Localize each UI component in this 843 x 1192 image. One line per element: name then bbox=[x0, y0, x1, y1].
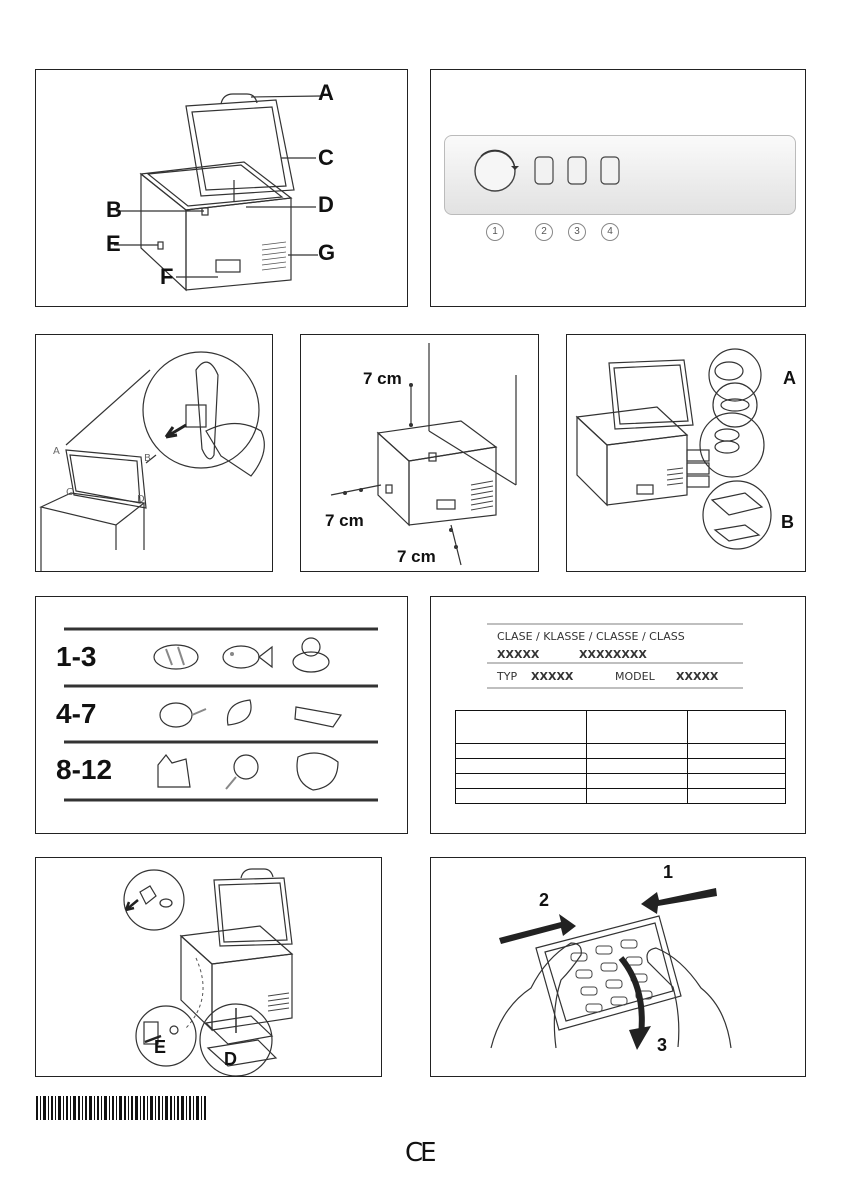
panel-clearance bbox=[300, 334, 539, 572]
specs-table bbox=[455, 710, 786, 804]
bread-icon bbox=[154, 645, 198, 669]
typ-label: TYP bbox=[497, 670, 518, 683]
meat-slice-icon bbox=[295, 707, 341, 727]
callout-4: 4 bbox=[601, 223, 619, 241]
months-row-2: 4-7 bbox=[56, 698, 97, 729]
poultry-icon bbox=[160, 703, 206, 727]
panel-freezer-parts bbox=[35, 69, 408, 307]
tray-removal-illustration bbox=[431, 858, 806, 1077]
table-row bbox=[456, 774, 786, 789]
model-label: MODEL bbox=[615, 670, 655, 683]
corner-d: D bbox=[137, 494, 145, 505]
months-row-3: 8-12 bbox=[56, 754, 113, 785]
label-d: D bbox=[318, 192, 334, 217]
model-value: XXXXX bbox=[676, 670, 719, 683]
lid-hinge-illustration bbox=[36, 335, 273, 572]
label-c: C bbox=[318, 145, 334, 170]
class-value-1: XXXXX bbox=[497, 648, 540, 661]
class-header: CLASE / KLASSE / CLASSE / CLASS bbox=[497, 630, 685, 643]
panel-lid-hinge bbox=[35, 334, 273, 572]
clearance-top-label: 7 cm bbox=[363, 369, 402, 388]
label-g: G bbox=[318, 240, 336, 265]
callout-3: 3 bbox=[568, 223, 586, 241]
class-value-2: XXXXXXXX bbox=[579, 648, 647, 661]
indicator-light-2 bbox=[535, 157, 553, 184]
step-1-label: 1 bbox=[663, 862, 674, 882]
ce-mark: CE bbox=[405, 1138, 434, 1168]
months-row-1: 1-3 bbox=[56, 641, 97, 672]
panel-rating-plate bbox=[430, 596, 806, 834]
storage-label-b: B bbox=[781, 512, 794, 532]
table-row bbox=[456, 789, 786, 804]
table-row bbox=[456, 711, 786, 744]
callout-1: 1 bbox=[486, 223, 504, 241]
control-strip-illustration bbox=[431, 70, 806, 307]
vegetable-icon bbox=[226, 755, 258, 789]
freezer-parts-illustration bbox=[36, 70, 408, 307]
step-3-label: 3 bbox=[657, 1035, 668, 1055]
label-a: A bbox=[318, 80, 334, 105]
table-row bbox=[456, 759, 786, 774]
storage-illustration bbox=[567, 335, 806, 572]
label-b: B bbox=[106, 197, 122, 222]
typ-value: XXXXX bbox=[531, 670, 574, 683]
pig-head-icon bbox=[158, 755, 190, 787]
label-e: E bbox=[106, 231, 121, 256]
storage-label-a: A bbox=[783, 368, 796, 388]
clearance-illustration bbox=[301, 335, 539, 572]
lemon-icon bbox=[227, 700, 251, 725]
callout-2: 2 bbox=[535, 223, 553, 241]
panel-drain bbox=[35, 857, 382, 1077]
clearance-back-label: 7 cm bbox=[397, 547, 436, 566]
clearance-left-label: 7 cm bbox=[325, 511, 364, 530]
drain-label-d: D bbox=[224, 1049, 237, 1069]
panel-storage bbox=[566, 334, 806, 572]
step-2-label: 2 bbox=[539, 890, 550, 910]
indicator-light-4 bbox=[601, 157, 619, 184]
corner-a: A bbox=[53, 446, 60, 457]
strawberry-icon bbox=[297, 753, 338, 790]
indicator-light-3 bbox=[568, 157, 586, 184]
label-f: F bbox=[160, 264, 174, 289]
drain-illustration bbox=[36, 858, 382, 1077]
dessert-icon bbox=[293, 638, 329, 672]
fish-icon bbox=[223, 646, 272, 668]
drain-label-e: E bbox=[154, 1037, 167, 1057]
thermostat-knob bbox=[475, 151, 515, 191]
panel-storage-times bbox=[35, 596, 408, 834]
panel-tray-removal bbox=[430, 857, 806, 1077]
panel-controls bbox=[430, 69, 806, 307]
corner-b: B bbox=[144, 453, 151, 464]
corner-c: C bbox=[66, 487, 73, 498]
table-row bbox=[456, 744, 786, 759]
